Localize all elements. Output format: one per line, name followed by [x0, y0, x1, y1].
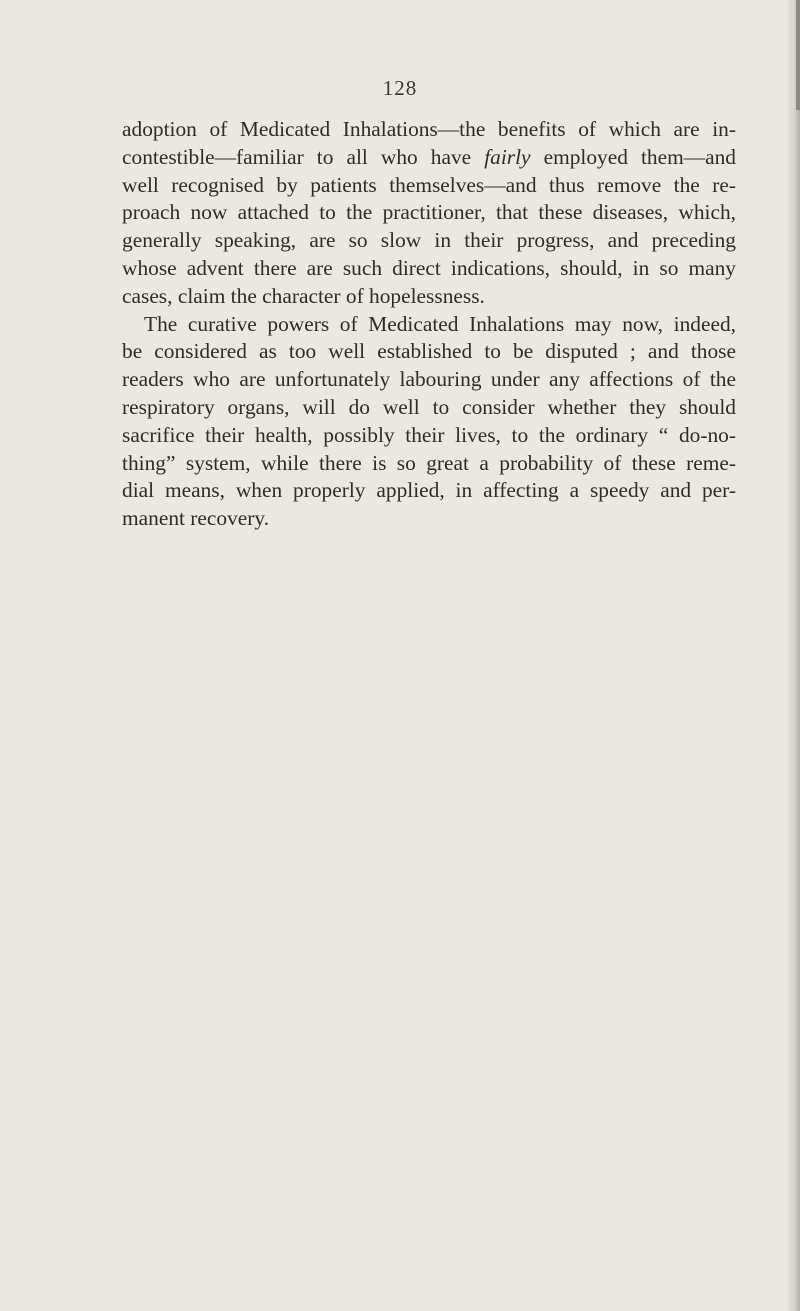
- text-line: readers who are unfortunately labouring under any affections of the: [122, 367, 736, 392]
- text-line: proach now attached to the practitioner, that these diseases, which,: [122, 200, 736, 225]
- text-line: manent recovery.: [122, 506, 270, 531]
- text-line: well recognised by patients themselves—and thus remove the re-: [122, 172, 736, 197]
- text-line: generally speaking, are so slow in their progress, and preceding: [122, 228, 736, 253]
- text-segment: employed them—and: [530, 144, 737, 169]
- body-text: [122, 116, 736, 533]
- page-number: 128: [382, 76, 418, 100]
- text-segment: contestible—familiar to all who have: [122, 144, 485, 169]
- page-edge-shadow: [786, 0, 800, 1311]
- text-line: The curative powers of Medicated Inhalations may now, indeed,: [144, 311, 736, 336]
- text-line: whose advent there are such direct indications, should, in so many: [122, 255, 736, 280]
- text-line: respiratory organs, will do well to consider whether they should: [122, 394, 736, 419]
- text-line: sacrifice their health, possibly their lives, to the ordinary “ do-no-: [122, 422, 736, 447]
- emphasis-text: fairly: [484, 144, 531, 169]
- text-line: adoption of Medicated Inhalations—the benefits of which are in-: [122, 117, 736, 141]
- text-line: thing” system, while there is so great a probability of these reme-: [122, 450, 736, 475]
- text-line: dial means, when properly applied, in affecting a speedy and per-: [122, 478, 736, 503]
- text-line: [122, 144, 736, 172]
- text-line: be considered as too well established to be disputed ; and those: [122, 339, 736, 364]
- paragraph: [122, 116, 736, 311]
- paragraph: [122, 311, 736, 533]
- text-line: cases, claim the character of hopelessness.: [122, 283, 485, 308]
